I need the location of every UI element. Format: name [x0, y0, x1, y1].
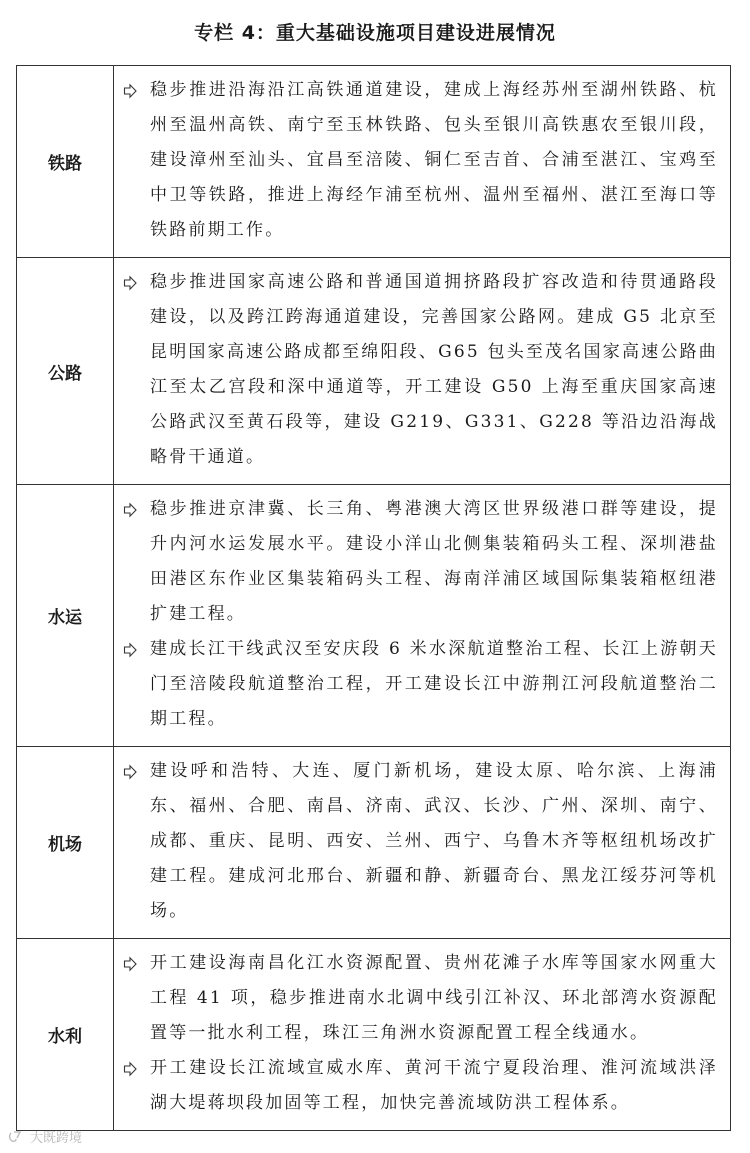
- category-cell: 铁路: [17, 66, 114, 258]
- project-table: [16, 65, 731, 1131]
- hollow-arrow-right-icon: [122, 946, 150, 981]
- table-row: [17, 485, 731, 747]
- category-cell: 水利: [17, 939, 114, 1131]
- table-row: [17, 939, 731, 1131]
- hollow-arrow-right-icon: [122, 492, 150, 527]
- bullet-text: 稳步推进沿海沿江高铁通道建设，建成上海经苏州至湖州铁路、杭州至温州高铁、南宁至玉林铁路、包头至银川高铁惠农至银川段，建设漳州至汕头、宜昌至涪陵、铜仁至吉首、合浦至湛江、宝鸡至中卫等铁路，推进上海经乍浦至杭州、温州至福州、湛江至海口等铁路前期工作。: [150, 80, 718, 240]
- bullet-text: 建设呼和浩特、大连、厦门新机场，建设太原、哈尔滨、上海浦东、福州、合肥、南昌、济南、武汉、长沙、广州、深圳、南宁、成都、重庆、昆明、西安、兰州、西宁、乌鲁木齐等枢纽机场改扩建工程。建成河北邢台、新疆和静、新疆奇台、黑龙江绥芬河等机场。: [150, 761, 718, 921]
- watermark-text: 大既跨境: [30, 1131, 83, 1146]
- bullet-item: [122, 946, 718, 1051]
- bullet-item: [122, 492, 718, 632]
- content-cell: [114, 747, 731, 939]
- bullet-item: [122, 1051, 718, 1121]
- content-cell: [114, 66, 731, 258]
- table-row: [17, 258, 731, 485]
- content-cell: [114, 258, 731, 485]
- table-row: [17, 747, 731, 939]
- category-cell: 公路: [17, 258, 114, 485]
- table-row: [17, 66, 731, 258]
- bullet-item: [122, 632, 718, 737]
- watermark: [8, 1127, 82, 1146]
- bullet-item: [122, 265, 718, 475]
- bullet-text: 稳步推进国家高速公路和普通国道拥挤路段扩容改造和待贯通路段建设，以及跨江跨海通道建设，完善国家公路网。建成 G5 北京至昆明国家高速公路成都至绵阳段、G65 包头至茂名国家高速公路曲江至太乙宫段和深中通道等，开工建设 G50 上海至重庆国家高速公路武汉至黄石段等，建设 G219、G331、G228 等沿边沿海战略骨干通道。: [150, 272, 718, 467]
- content-cell: [114, 485, 731, 747]
- bullet-text: 稳步推进京津冀、长三角、粤港澳大湾区世界级港口群等建设，提升内河水运发展水平。建设小洋山北侧集装箱码头工程、深圳港盐田港区东作业区集装箱码头工程、海南洋浦区域国际集装箱枢纽港扩建工程。: [150, 499, 718, 624]
- hollow-arrow-right-icon: [122, 1051, 150, 1086]
- watermark-logo-icon: [8, 1130, 26, 1144]
- bullet-text: 开工建设海南昌化江水资源配置、贵州花滩子水库等国家水网重大工程 41 项，稳步推进南水北调中线引江补汉、环北部湾水资源配置等一批水利工程，珠江三角洲水资源配置工程全线通水。: [150, 953, 718, 1043]
- hollow-arrow-right-icon: [122, 265, 150, 300]
- page-title: 专栏 4：重大基础设施项目建设进展情况: [194, 22, 556, 44]
- bullet-text: 建成长江干线武汉至安庆段 6 米水深航道整治工程、长江上游朝天门至涪陵段航道整治工程，开工建设长江中游荆江河段航道整治二期工程。: [150, 639, 718, 729]
- bullet-item: [122, 73, 718, 248]
- hollow-arrow-right-icon: [122, 73, 150, 108]
- content-cell: [114, 939, 731, 1131]
- bullet-item: [122, 754, 718, 929]
- hollow-arrow-right-icon: [122, 754, 150, 789]
- hollow-arrow-right-icon: [122, 632, 150, 667]
- table-body: [17, 66, 731, 1131]
- category-cell: 水运: [17, 485, 114, 747]
- category-cell: 机场: [17, 747, 114, 939]
- bullet-text: 开工建设长江流域宣威水库、黄河干流宁夏段治理、淮河流域洪泽湖大堤蒋坝段加固等工程，加快完善流域防洪工程体系。: [150, 1058, 718, 1113]
